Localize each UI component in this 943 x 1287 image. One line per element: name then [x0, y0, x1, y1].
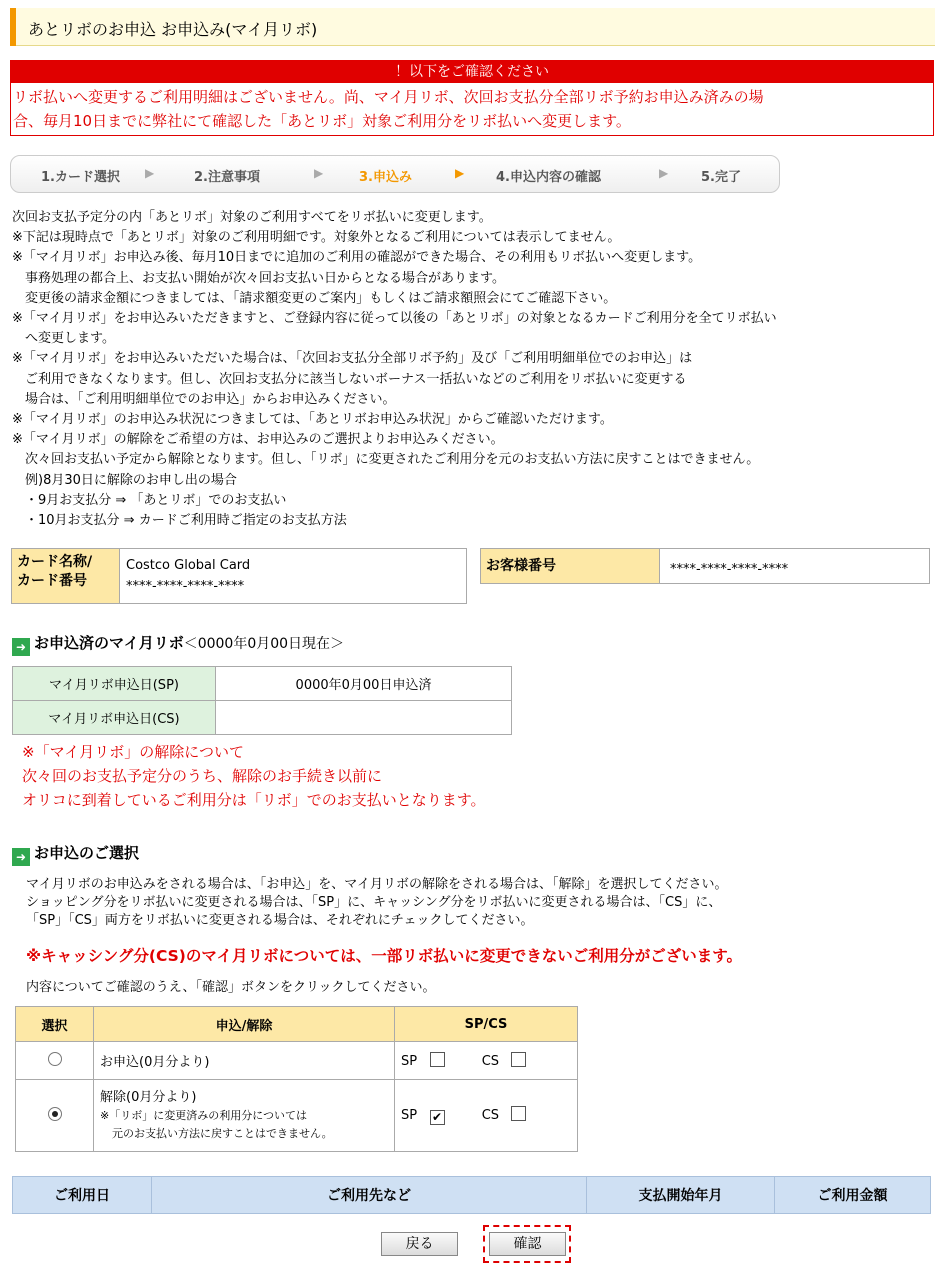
- option-note: ※「リボ」に変更済みの利用分については: [100, 1108, 307, 1122]
- sp-checkbox-apply[interactable]: [430, 1052, 445, 1067]
- option-note: 元のお支払い方法に戻すことはできません。: [112, 1126, 333, 1140]
- alert-box: [10, 60, 934, 136]
- customer-info-table: [480, 548, 930, 584]
- spcs-cell: [395, 1080, 578, 1152]
- confirm-instruction: 内容についてご確認のうえ、「確認」ボタンをクリックしてください。: [26, 980, 436, 995]
- note-line: ※下記は現時点で「あとリボ」対象のご利用明細です。対象外となるご利用については表示してません。: [12, 230, 621, 246]
- sp-checkbox-cancel[interactable]: ✔: [430, 1110, 445, 1125]
- card-name: Costco Global Card: [126, 558, 251, 573]
- col-header: 申込/解除: [94, 1007, 395, 1042]
- step-arrow-icon: ▶: [314, 166, 324, 180]
- col-usage-merchant: ご利用先など: [152, 1177, 587, 1214]
- back-button[interactable]: 戻る: [381, 1232, 458, 1256]
- status-value: 0000年0月00日申込済: [216, 667, 512, 701]
- status-label: マイ月リボ申込日(SP): [13, 667, 216, 701]
- card-label: カード名称/: [17, 554, 93, 570]
- col-amount: ご利用金額: [775, 1177, 931, 1214]
- progress-steps: [10, 155, 780, 193]
- alert-line: 合、毎月10日までに弊社にて確認した「あとリボ」対象ご利用分をリボ払いへ変更します。: [13, 112, 631, 130]
- col-header: 選択: [16, 1007, 94, 1042]
- cs-checkbox-cancel[interactable]: [511, 1106, 526, 1121]
- cancel-note-line: オリコに到着しているご利用分は「リボ」でのお支払いとなります。: [22, 791, 486, 809]
- cs-label: CS: [481, 1054, 500, 1069]
- header-accent-bar: [10, 8, 16, 46]
- cs-label: CS: [481, 1108, 500, 1123]
- page-title: あとリボのお申込 お申込み(マイ月リボ): [28, 20, 318, 39]
- as-of-date: ＜0000年0月00日現在＞: [183, 636, 345, 652]
- option-label: お申込(0月分より): [94, 1042, 395, 1080]
- status-label: マイ月リボ申込日(CS): [13, 701, 216, 735]
- step-notice: 2.注意事項: [194, 170, 260, 185]
- note-line: ※「マイ月リボ」お申込み後、毎月10日までに追加のご利用の確認ができた場合、その利用もリボ払いへ変更します。: [12, 250, 702, 266]
- cancel-note: [22, 740, 486, 812]
- card-info-table: [11, 548, 467, 604]
- note-line: ご利用できなくなります。但し、次回お支払分に該当しないボーナス一括払いなどのご利用をリボ払いに変更する: [12, 371, 687, 387]
- note-line: 例)8月30日に解除のお申し出の場合: [12, 472, 237, 488]
- option-cell: [94, 1080, 395, 1152]
- confirm-button[interactable]: 確認: [489, 1232, 566, 1256]
- note-line: ※「マイ月リボ」をお申込みいただきますと、ご登録内容に従って以後の「あとリボ」の対象となるカードご利用分を全てリボ払い: [12, 311, 777, 327]
- card-label-cell: [12, 549, 120, 604]
- cs-checkbox-apply[interactable]: [511, 1052, 526, 1067]
- status-table: [12, 666, 512, 735]
- radio-cell: [16, 1042, 94, 1080]
- card-label: カード番号: [17, 573, 87, 589]
- step-complete: 5.完了: [701, 170, 741, 185]
- apply-radio[interactable]: [48, 1052, 62, 1066]
- col-header: SP/CS: [395, 1007, 578, 1042]
- status-section-heading: [12, 632, 344, 656]
- note-line: 場合は、「ご利用明細単位でのお申込」からお申込みください。: [12, 391, 396, 407]
- select-intro: [26, 876, 727, 930]
- step-arrow-icon: ▶: [455, 166, 465, 180]
- cancel-radio[interactable]: [48, 1107, 62, 1121]
- alert-line: リボ払いへ変更するご利用明細はございません。尚、マイ月リボ、次回お支払分全部リボ予約お申込み済みの場: [13, 88, 764, 106]
- usage-table: [12, 1176, 931, 1214]
- step-apply: 3.申込み: [359, 170, 412, 185]
- note-line: ※「マイ月リボ」をお申込みいただいた場合は、「次回お支払分全部リボ予約」及び「ご利用明細単位でのお申込」は: [12, 351, 693, 367]
- note-line: 次回お支払予定分の内「あとリボ」対象のご利用すべてをリボ払いに変更します。: [12, 210, 492, 225]
- customer-number: ****-****-****-****: [660, 549, 930, 584]
- col-usage-date: ご利用日: [13, 1177, 152, 1214]
- radio-cell: [16, 1080, 94, 1152]
- step-card-select: 1.カード選択: [41, 170, 120, 185]
- note-line: 次々回お支払い予定から解除となります。但し、「リボ」に変更されたご利用分を元のお支払い方法に戻すことはできません。: [12, 452, 760, 468]
- spcs-cell: [395, 1042, 578, 1080]
- customer-label: お客様番号: [481, 549, 660, 584]
- note-line: ・10月お支払分 ⇒ カードご利用時ご指定のお支払方法: [12, 513, 347, 529]
- cancel-note-line: 次々回のお支払予定分のうち、解除のお手続き以前に: [22, 767, 383, 785]
- cancel-note-line: ※「マイ月リボ」の解除について: [22, 743, 244, 761]
- intro-line: マイ月リボのお申込みをされる場合は、「お申込」を、マイ月リボの解除をされる場合は、「解除」を選択してください。: [26, 877, 728, 892]
- note-line: へ変更します。: [12, 331, 115, 347]
- step-arrow-icon: ▶: [659, 166, 669, 180]
- note-line: ※「マイ月リボ」の解除をご希望の方は、お申込みのご選択よりお申込みください。: [12, 432, 504, 448]
- note-line: ※「マイ月リボ」のお申込み状況につきましては、「あとリボお申込み状況」からご確認いただけます。: [12, 412, 613, 428]
- page-header: [10, 8, 935, 46]
- intro-line: 「SP」「CS」両方をリボ払いに変更される場合は、それぞれにチェックしてください。: [26, 913, 534, 928]
- alert-body: [11, 83, 933, 133]
- card-value-cell: [120, 549, 467, 604]
- col-start-month: 支払開始年月: [587, 1177, 775, 1214]
- note-line: 変更後の請求金額につきましては、「請求額変更のご案内」もしくはご請求額照会にてご確認下さい。: [12, 290, 617, 306]
- status-value: [216, 701, 512, 735]
- arrow-right-icon: ➜: [12, 638, 30, 656]
- select-section-heading: [12, 842, 139, 866]
- note-line: ・9月お支払分 ⇒ 「あとリボ」でのお支払い: [12, 492, 287, 508]
- card-number: ****-****-****-****: [126, 579, 245, 594]
- arrow-right-icon: ➜: [12, 848, 30, 866]
- cashing-warning: ※キャッシング分(CS)のマイ月リボについては、一部リボ払いに変更できないご利用分がございます。: [26, 947, 743, 965]
- option-label: 解除(0月分より): [100, 1089, 197, 1105]
- notes-text: [12, 208, 927, 531]
- section-title: お申込のご選択: [34, 844, 140, 862]
- sp-label: SP: [401, 1108, 418, 1123]
- step-confirm: 4.申込内容の確認: [496, 170, 601, 185]
- alert-heading: ！以下をご確認ください: [11, 61, 933, 83]
- step-arrow-icon: ▶: [145, 166, 155, 180]
- intro-line: ショッピング分をリボ払いに変更される場合は、「SP」に、キャッシング分をリボ払いに変更される場合は、「CS」に、: [26, 895, 722, 910]
- note-line: 事務処理の都合上、お支払い開始が次々回お支払い日からとなる場合があります。: [12, 270, 505, 286]
- selection-table: [15, 1006, 578, 1152]
- section-title: お申込済のマイ月リボ: [34, 634, 184, 652]
- sp-label: SP: [401, 1054, 418, 1069]
